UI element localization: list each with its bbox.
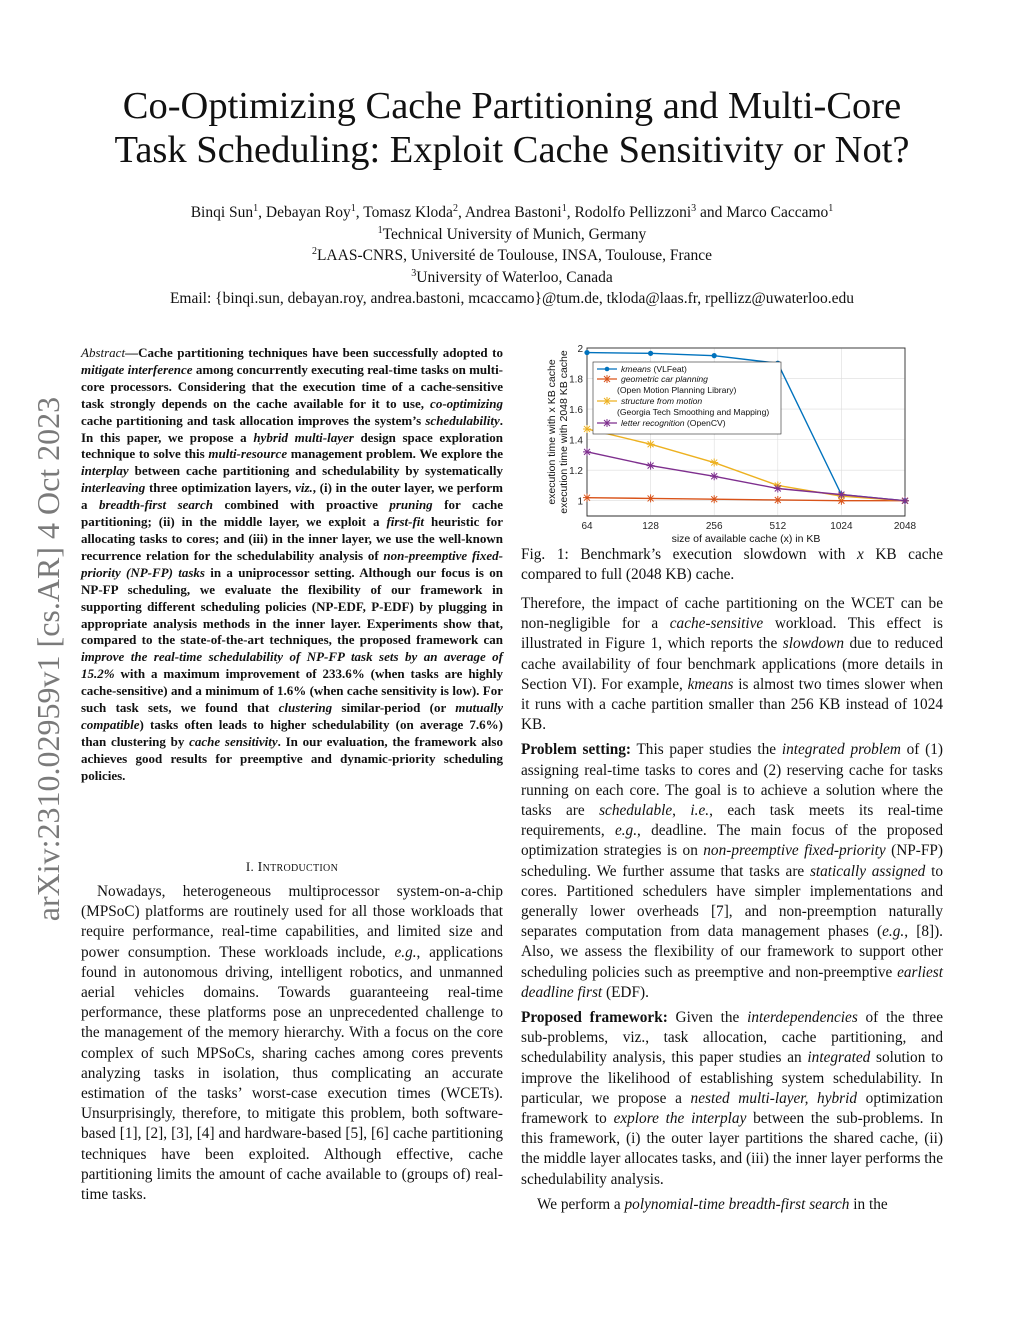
abstract-label: Abstract (81, 345, 126, 360)
legend-label: letter recognition (OpenCV) (621, 418, 726, 428)
y-tick-label: 1.4 (569, 435, 583, 447)
title-line-2: Task Scheduling: Exploit Cache Sensitivity or Not? (114, 129, 910, 171)
data-point (583, 448, 591, 456)
data-point (837, 491, 845, 499)
title-line-1: Co-Optimizing Cache Partitioning and Multi-Core (122, 85, 902, 127)
slowdown-line-chart (521, 338, 943, 548)
paragraph-proposed-framework: Proposed framework: Given the interdependencies of the three sub-problems, viz., task allocation, cache partitioning, and schedulability analysis, this paper studies an integrated solution to improve the likelihood of establishing system schedulability. In particular, we propose a nested multi-layer, hybrid optimization framework to explore the interplay between the sub-problems. In this framework, (i) the outer layer partitions the shared cache, (ii) the middle layer allocates tasks, and (iii) the inner layer performs the schedulability analysis. (521, 1009, 944, 1188)
author-list: Binqi Sun$^1$, Debayan Roy$^1$, Tomasz Kloda$^2$, Andrea Bastoni$^1$, Rodolfo Pellizzoni$^3$ and Marco Caccamo$^1$ (190, 202, 834, 221)
author: Debayan Roy$^1$ (265, 202, 356, 221)
author: Binqi Sun$^1$ (190, 202, 259, 221)
y-axis-label-numerator: execution time with x KB cache (546, 359, 558, 505)
paper-title (60, 84, 964, 172)
section-heading-introduction: I. Introduction (245, 859, 339, 875)
abstract-body: Cache partitioning techniques have been successfully adopted to mitigate interference among concurrently executing real-time tasks on multi-core processors. Considering that the execution time of a cache-sensitive task strongly depends on the cache available for it to use, co-optimizing cache partitioning and task allocation improves the system’s schedulability. In this paper, we propose a hybrid multi-layer design space exploration technique to solve this multi-resource management problem. We explore the interplay between cache partitioning and schedulability by systematically interleaving three optimization layers, viz., (i) in the outer layer, we perform a breadth-first search combined with proactive pruning for cache partitioning; (ii) in the middle layer, we exploit a first-fit heuristic for allocating tasks to cores; and (iii) in the inner layer, we use the well-known recurrence relation for the schedulability analysis of non-preemptive fixed-priority (NP-FP) tasks in a uniprocessor setting. Although our focus is on NP-FP scheduling, we evaluate the flexibility of our framework in supporting different scheduling policies (NP-EDF, P-EDF) by plugging in appropriate analysis methods in the inner layer. Experiments show that, compared to the state-of-the-art techniques, the proposed framework can improve the real-time schedulability of NP-FP task sets by an average of 15.2% with a maximum improvement of 233.6% (when tasks are highly cache-sensitive) and a minimum of 1.6% (when cache sensitivity is low). For such task sets, we found that clustering similar-period (or mutually compatible) tasks often leads to higher schedulability (on average 7.6%) than clustering by cache sensitivity. In our evaluation, the framework also achieves good results for preemptive and dynamic-priority scheduling policies. (81, 345, 504, 783)
email-line: Email: {binqi.sun, debayan.roy, andrea.bastoni, mcaccamo}@tum.de, tkloda@laas.fr, rpellizz@uwaterloo.edu (169, 290, 855, 307)
author: Rodolfo Pellizzoni$^3$ (574, 202, 697, 221)
legend-label-sub: (Open Motion Planning Library) (617, 385, 737, 395)
author-block (60, 202, 964, 310)
author: Marco Caccamo$^1$ (726, 202, 834, 221)
data-point (584, 350, 589, 355)
legend-label: structure from motion (621, 396, 703, 406)
paragraph: Therefore, the impact of cache partitioning on the WCET can be non-negligible for a cache-sensitive workload. This effect is illustrated in Figure 1, which reports the slowdown due to reduced cache availability of four benchmark applications (more details in Section VI). For example, kmeans is almost two times slower when it runs with a cache partition smaller than 256 KB instead of 1024 KB. (521, 595, 943, 734)
y-tick-label: 1.8 (569, 374, 583, 386)
data-point (647, 494, 655, 502)
legend-marker (603, 375, 611, 383)
right-column-body (521, 594, 943, 1220)
x-tick-label: 64 (581, 521, 593, 532)
legend-label-sub: (Georgia Tech Smoothing and Mapping) (617, 407, 770, 417)
data-point (710, 495, 718, 503)
author: Tomasz Kloda$^2$ (363, 202, 458, 221)
author: Andrea Bastoni$^1$ (464, 202, 567, 221)
y-tick-label: 1.6 (569, 405, 583, 417)
data-point (774, 485, 782, 493)
data-point (583, 425, 591, 433)
data-point (712, 353, 717, 358)
data-point (901, 497, 909, 505)
affiliation: $^1$Technical University of Munich, Germany (377, 224, 647, 243)
data-point (774, 496, 782, 504)
y-tick-label: 1 (577, 496, 583, 508)
data-point (583, 494, 591, 502)
y-tick-label: 1.2 (569, 466, 583, 478)
x-tick-label: 1024 (830, 521, 853, 532)
affiliation: $^2$LAAS-CNRS, Université de Toulouse, INSA, Toulouse, France (311, 245, 713, 264)
legend-marker (603, 397, 611, 405)
data-point (648, 351, 653, 356)
legend-label: geometric car planning (621, 374, 708, 384)
affiliation: $^3$University of Waterloo, Canada (411, 267, 613, 286)
legend-label: kmeans (VLFeat) (621, 364, 687, 374)
x-tick-label: 512 (769, 521, 787, 532)
x-axis-label: size of available cache (x) in KB (671, 533, 821, 545)
paragraph-problem-setting: Problem setting: This paper studies the integrated problem of (1) assigning real-time tasks to cores and (2) reserving cache for tasks running on each core. The goal is to achieve a solution where the tasks are schedulable, i.e., each task meets its real-time requirements, e.g., deadline. The main focus of the proposed optimization strategies is on non-preemptive fixed-priority (NP-FP) scheduling. We further assume that tasks are statically assigned to cores. Partitioned schedulers have simpler implementations and generally lower overheads [7], and non-preemption naturally separates computation from data management phases (e.g., [8]). Also, we assess the flexibility of our framework to support other scheduling policies such as preemptive and non-preemptive earliest deadline first (EDF). (521, 741, 943, 1001)
y-axis-label-denominator: execution time with 2048 KB cache (558, 350, 570, 514)
data-point (647, 440, 655, 448)
data-point (710, 459, 718, 467)
legend-marker (605, 367, 610, 372)
abstract: Abstract—Cache partitioning techniques have been successfully adopted to mitigate interference among concurrently executing real-time tasks on multi-core processors. Considering that the execution time of a cache-sensitive task strongly depends on the cache available for it to use, co-optimizing cache partitioning and task allocation improves the system’s schedulability. In this paper, we propose a hybrid multi-layer design space exploration technique to solve this multi-resource management problem. We explore the interplay between cache partitioning and schedulability by systematically interleaving three optimization layers, viz., (i) in the outer layer, we perform a breadth-first search combined with proactive pruning for cache partitioning; (ii) in the middle layer, we exploit a first-fit heuristic for allocating tasks to cores; and (iii) in the inner layer, we use the well-known recurrence relation for the schedulability analysis of non-preemptive fixed-priority (NP-FP) tasks in a uniprocessor setting. Although our focus is on NP-FP scheduling, we evaluate the flexibility of our framework in supporting different scheduling policies (NP-EDF, P-EDF) by plugging in appropriate analysis methods in the inner layer. Experiments show that, compared to the state-of-the-art techniques, the proposed framework can improve the real-time schedulability of NP-FP task sets by an average of 15.2% with a maximum improvement of 233.6% (when tasks are highly cache-sensitive) and a minimum of 1.6% (when cache sensitivity is low). For such task sets, we found that clustering similar-period (or mutually compatible) tasks often leads to higher schedulability (on average 7.6%) than clustering by cache sensitivity. In our evaluation, the framework also achieves good results for preemptive and dynamic-priority scheduling policies. (81, 345, 504, 783)
paragraph: We perform a polynomial-time breadth-first search in the (537, 1195, 888, 1213)
paragraph: Nowadays, heterogeneous multiprocessor system-on-a-chip (MPSoC) platforms are routinely used for all those workloads that require performance, real-time capabilities, and limited size and power consumption. These workloads include, e.g., applications found in autonomous driving, intelligent robotics, and unmanned aerial vehicles domains. Towards guaranteeing real-time performance, these platforms pose an unprecedented challenge to the management of the memory hierarchy. With a focus on the core complex of such MPSoCs, sharing caches among cores prevents analyzing tasks in isolation, thus complicating an accurate estimation of the tasks’ worst-case execution times (WCETs). Unsurprisingly, therefore, to mitigate this problem, both software-based [1], [2], [3], [4] and hardware-based [5], [6] cache partitioning techniques have been exploited. Although effective, cache partitioning limits the amount of cache available to (groups of) real-time tasks. (81, 883, 503, 1204)
data-point (710, 472, 718, 480)
x-tick-label: 2048 (893, 521, 917, 532)
legend-marker (603, 419, 611, 427)
x-tick-label: 128 (642, 521, 659, 532)
arxiv-identifier: arXiv:2310.02959v1 [cs.AR] 4 Oct 2023 (30, 396, 66, 922)
data-point (647, 462, 655, 470)
figure-1-caption: Fig. 1: Benchmark’s execution slowdown with x KB cache compared to full (2048 KB) cache. (521, 546, 943, 584)
x-tick-label: 256 (705, 521, 723, 532)
introduction-body (81, 882, 503, 1205)
figure-1-chart (521, 338, 943, 548)
y-tick-label: 2 (577, 344, 583, 355)
